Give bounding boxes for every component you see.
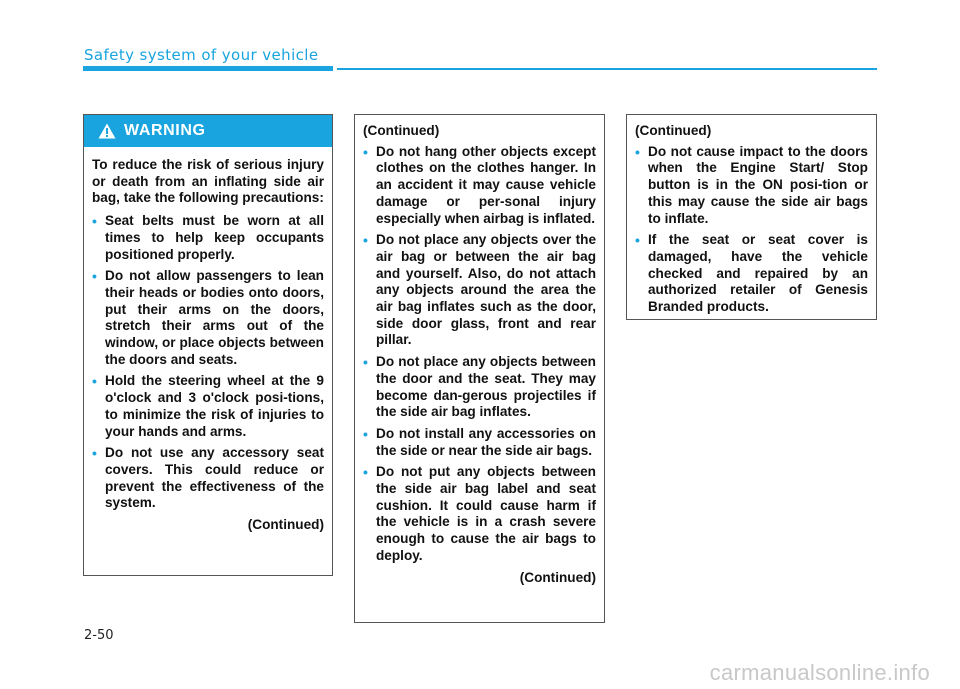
right-list [635, 144, 868, 316]
section-title: Safety system of your vehicle [84, 46, 319, 64]
page-number: 2-50 [84, 628, 114, 643]
watermark: carmanualsonline.info [709, 660, 930, 685]
list-item: • If the seat or seat cover is damaged, have the vehicle checked and repaired by an authorized retailer of Genesis Branded products. [635, 232, 868, 315]
warning-label: WARNING [124, 121, 206, 139]
list-item: • Do not allow passengers to lean their heads or bodies onto doors, put their arms on the doors, stretch their arms out of the window, or place objects between the doors and seats. [92, 268, 324, 367]
list-item: • Hold the steering wheel at the 9 o'clock and 3 o'clock posi-tions, to minimize the risk of injuries to your hands and arms. [92, 373, 324, 439]
bullet-icon: • [363, 354, 368, 371]
continued-label: (Continued) [247, 517, 324, 533]
middle-list [363, 144, 596, 565]
bullet-icon: • [92, 213, 97, 230]
warning-list [92, 213, 324, 512]
bullet-icon: • [363, 143, 368, 160]
bullet-icon: • [363, 232, 368, 249]
list-item: • Do not install any accessories on the side or near the side air bags. [363, 425, 596, 458]
bullet-icon: • [92, 445, 97, 462]
bullet-icon: • [363, 464, 368, 481]
list-item: • Do not cause impact to the doors when the Engine Start/ Stop button is in the ON posi-tion or this may cause the side air bags to inflate. [635, 143, 868, 226]
bullet-icon: • [92, 373, 97, 390]
continued-heading: (Continued) [635, 123, 712, 138]
list-item: • Do not place any objects between the door and the seat. They may become dan-gerous projectiles if the side air bag inflates. [363, 354, 596, 420]
continued-heading: (Continued) [363, 123, 440, 138]
bullet-icon: • [92, 268, 97, 285]
warning-box [83, 114, 333, 576]
list-item: • Do not place any objects over the air bag or between the air bag and yourself. Also, do not attach any objects around the area the air bag inflates such as the door, side door glass, front and rear pillar. [363, 232, 596, 348]
list-item: • Do not put any objects between the side air bag label and seat cushion. It could cause harm if the vehicle is in a crash severe enough to cause the air bags to deploy. [363, 464, 596, 563]
bullet-icon: • [363, 425, 368, 442]
continued-box-right [626, 114, 877, 320]
warning-triangle-icon [98, 123, 116, 139]
continued-box-middle [354, 114, 605, 623]
bullet-icon: • [635, 143, 640, 160]
list-item: • Do not use any accessory seat covers. This could reduce or prevent the effectiveness of the system. [92, 445, 324, 511]
warning-header [84, 115, 332, 147]
warning-intro: To reduce the risk of serious injury or death from an inflating side air bag, take the following precautions: [92, 157, 324, 206]
bullet-icon: • [635, 232, 640, 249]
header-rule-thin [337, 68, 877, 70]
header-rule-thick [83, 66, 333, 71]
list-item: • Do not hang other objects except clothes on the clothes hanger. In an accident it may cause vehicle damage or per-sonal injury especially when airbag is inflated. [363, 143, 596, 226]
continued-label: (Continued) [519, 569, 596, 585]
list-item: • Seat belts must be worn at all times to help keep occupants positioned properly. [92, 213, 324, 262]
